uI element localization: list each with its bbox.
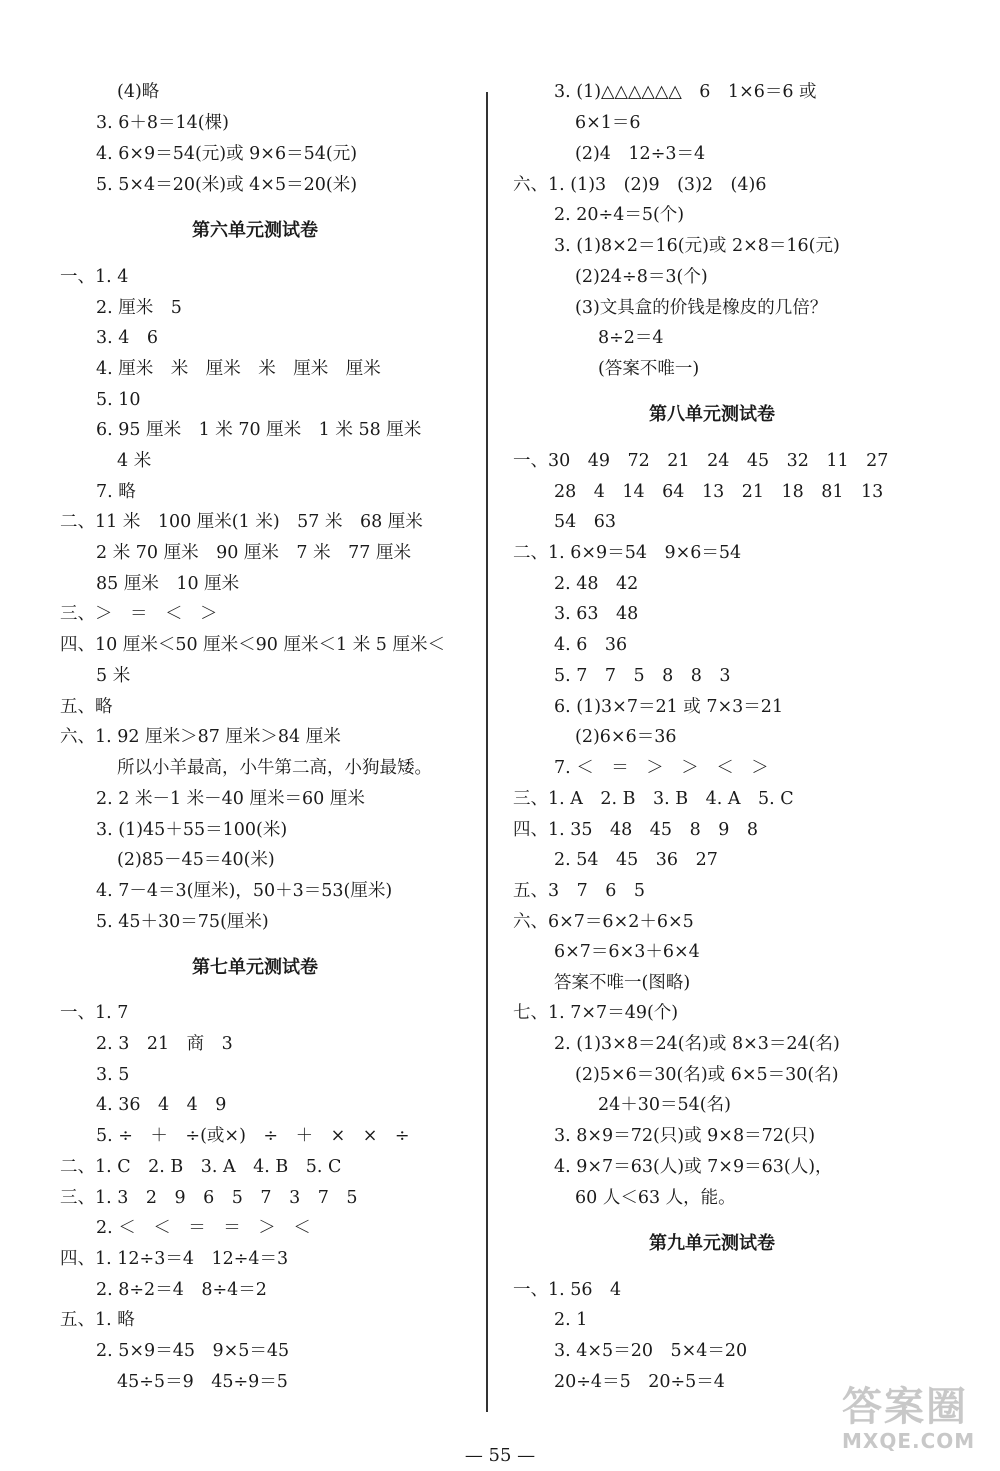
answer-line: 3. (1)45＋55＝100(米) [96, 820, 288, 840]
answer-line: 三、1. A 2. B 3. B 4. A 5. C [513, 789, 794, 809]
answer-line: 一、1. 56 4 [513, 1280, 622, 1300]
answer-line: 20÷4＝5 20÷5＝4 [554, 1372, 725, 1392]
answer-line: (答案不唯一) [598, 359, 700, 379]
answer-line: 2. 5×9＝45 9×5＝45 [96, 1341, 290, 1361]
answer-line: 3. (1)△△△△△△ 6 1×6＝6 或 [554, 82, 817, 102]
answer-line: 三、1. 3 2 9 6 5 7 3 7 5 [60, 1188, 358, 1208]
answer-line: 6×7＝6×3＋6×4 [554, 942, 700, 962]
answer-line: 五、3 7 6 5 [513, 881, 646, 901]
answer-line: 3. 4×5＝20 5×4＝20 [554, 1341, 748, 1361]
answer-line: 2. 54 45 36 27 [554, 850, 718, 870]
section-heading: 第六单元测试卷 [192, 220, 318, 241]
answer-line: 2. ＜ ＜ ＝ ＝ ＞ ＜ [96, 1218, 311, 1238]
answer-line: 七、1. 7×7＝49(个) [513, 1003, 679, 1023]
watermark-bottom-text: MXQE.COM [842, 1429, 976, 1453]
answer-line: (2)5×6＝30(名)或 6×5＝30(名) [575, 1065, 839, 1085]
answer-line: 28 4 14 64 13 21 18 81 13 [554, 482, 884, 502]
section-heading: 第八单元测试卷 [649, 404, 775, 425]
answer-line: 3. 63 48 [554, 604, 639, 624]
answer-line: 45÷5＝9 45÷9＝5 [117, 1372, 288, 1392]
answer-line: 2. 48 42 [554, 574, 639, 594]
answer-line: 6×1＝6 [575, 113, 641, 133]
answer-line: 五、1. 略 [60, 1310, 135, 1330]
answer-line: 2. (1)3×8＝24(名)或 8×3＝24(名) [554, 1034, 840, 1054]
column-divider [486, 92, 488, 1412]
answer-line: 4. 厘米 米 厘米 米 厘米 厘米 [96, 359, 381, 379]
answer-line: 四、1. 12÷3＝4 12÷4＝3 [60, 1249, 289, 1269]
answer-line: 5. 5×4＝20(米)或 4×5＝20(米) [96, 175, 358, 195]
watermark-top-text: 答案圈 [842, 1384, 968, 1430]
answer-line: 2. 厘米 5 [96, 298, 182, 318]
answer-line: 4. 36 4 4 9 [96, 1095, 227, 1115]
answer-line: 4 米 [117, 451, 152, 471]
answer-line: (2)4 12÷3＝4 [575, 144, 706, 164]
section-heading: 第七单元测试卷 [192, 957, 318, 978]
answer-line: (3)文具盒的价钱是橡皮的几倍？ [575, 298, 828, 318]
page-number: — 55 — [464, 1445, 536, 1466]
answer-line: 2. 8÷2＝4 8÷4＝2 [96, 1280, 267, 1300]
answer-line: 3. 4 6 [96, 328, 159, 348]
answer-line: 24＋30＝54(名) [598, 1095, 731, 1115]
section-heading: 第九单元测试卷 [649, 1233, 775, 1254]
answer-line: 5. 7 7 5 8 8 3 [554, 666, 731, 686]
answer-line: 六、6×7＝6×2＋6×5 [513, 912, 694, 932]
answer-line: 2. 1 [554, 1310, 588, 1330]
answer-line: 5. 45＋30＝75(厘米) [96, 912, 269, 932]
answer-line: 6. (1)3×7＝21 或 7×3＝21 [554, 697, 784, 717]
answer-line: 二、11 米 100 厘米(1 米) 57 米 68 厘米 [60, 512, 423, 532]
answer-line: 四、1. 35 48 45 8 9 8 [513, 820, 758, 840]
answer-line: 2. 20÷4＝5(个) [554, 205, 685, 225]
answer-line: 六、1. (1)3 (2)9 (3)2 (4)6 [513, 175, 767, 195]
answer-line: 一、30 49 72 21 24 45 32 11 27 [513, 451, 889, 471]
answer-line: 3. 5 [96, 1065, 130, 1085]
answer-line: 7. 略 [96, 482, 136, 502]
answer-line: 答案不唯一(图略) [554, 973, 691, 993]
answer-line: 7. ＜ ＝ ＞ ＞ ＜ ＞ [554, 758, 769, 778]
answer-line: 8÷2＝4 [598, 328, 664, 348]
answer-line: 2. 3 21 商 3 [96, 1034, 233, 1054]
answer-line: (2)6×6＝36 [575, 727, 677, 747]
answer-line: 4. 6×9＝54(元)或 9×6＝54(元) [96, 144, 358, 164]
answer-line: 2. 2 米－1 米－40 厘米＝60 厘米 [96, 789, 365, 809]
answer-line: 二、1. C 2. B 3. A 4. B 5. C [60, 1157, 342, 1177]
answer-line: 54 63 [554, 512, 617, 532]
answer-line: 5. ÷ ＋ ÷(或×) ÷ ＋ × × ÷ [96, 1126, 410, 1146]
answer-line: 四、10 厘米＜50 厘米＜90 厘米＜1 米 5 厘米＜ [60, 635, 445, 655]
answer-line: 60 人＜63 人，能。 [575, 1188, 736, 1208]
answer-line: 二、1. 6×9＝54 9×6＝54 [513, 543, 742, 563]
answer-line: 4. 7－4＝3(厘米)，50＋3＝53(厘米) [96, 881, 393, 901]
answer-line: 一、1. 4 [60, 267, 129, 287]
answer-line: 4. 9×7＝63(人)或 7×9＝63(人)， [554, 1157, 833, 1177]
answer-line: 五、略 [60, 697, 113, 717]
answer-line: 一、1. 7 [60, 1003, 129, 1023]
answer-line: 5 米 [96, 666, 131, 686]
answer-line: (2)85－45＝40(米) [117, 850, 275, 870]
answer-line: (2)24÷8＝3(个) [575, 267, 708, 287]
answer-line: 2 米 70 厘米 90 厘米 7 米 77 厘米 [96, 543, 411, 563]
answer-line: 85 厘米 10 厘米 [96, 574, 240, 594]
answer-line: 六、1. 92 厘米＞87 厘米＞84 厘米 [60, 727, 341, 747]
answer-line: (4)略 [117, 82, 160, 102]
answer-line: 3. (1)8×2＝16(元)或 2×8＝16(元) [554, 236, 840, 256]
answer-line: 3. 8×9＝72(只)或 9×8＝72(只) [554, 1126, 816, 1146]
answer-line: 4. 6 36 [554, 635, 628, 655]
answer-line: 所以小羊最高，小牛第二高，小狗最矮。 [117, 758, 432, 778]
watermark-logo [842, 1385, 992, 1465]
answer-line: 3. 6＋8＝14(棵) [96, 113, 229, 133]
answer-line: 三、＞ ＝ ＜ ＞ [60, 604, 218, 624]
answer-line: 6. 95 厘米 1 米 70 厘米 1 米 58 厘米 [96, 420, 422, 440]
answer-line: 5. 10 [96, 390, 141, 410]
